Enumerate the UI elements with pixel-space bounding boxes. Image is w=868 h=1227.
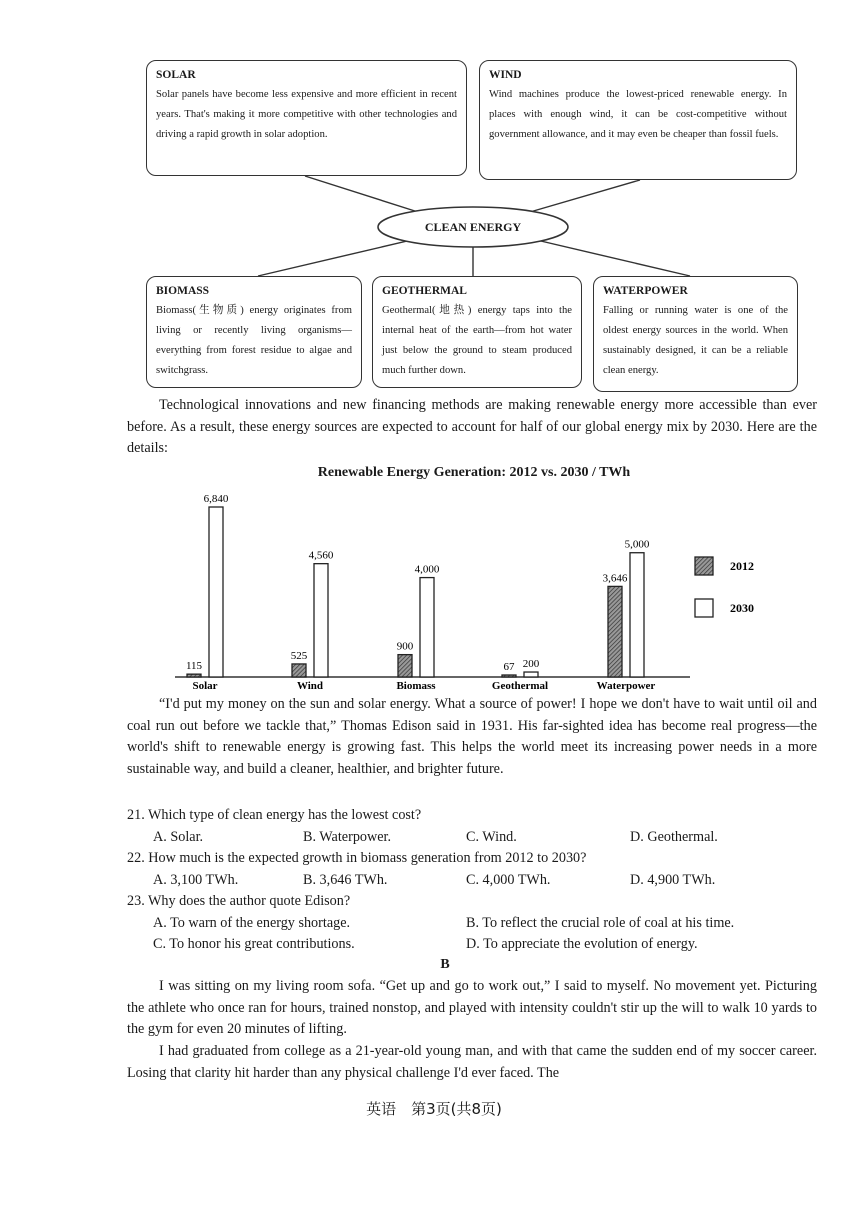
legend-label-2030: 2030 bbox=[730, 601, 754, 615]
bar-solar-2012 bbox=[187, 674, 201, 677]
value-label-waterpower-2012: 3,646 bbox=[602, 572, 628, 585]
section-b-paragraph-1: I was sitting on my living room sofa. “Get up and go to work out,” I said to myself. No movement yet. Picturing the athlete who once ran for hours, trained nonstop, and played with intensity couldn't stir up the will to walk 10 yards to the gym for even 20 minutes of lifting. bbox=[127, 978, 817, 1037]
value-label-geothermal-2030: 200 bbox=[522, 658, 540, 671]
bar-wind-2012 bbox=[292, 664, 306, 677]
intro-paragraph: Technological innovations and new financing methods are making renewable energy more accessible than ever before. As a result, these energy sources are expected to account for half of our global energy mix by 2030. Here are the details: bbox=[127, 397, 817, 456]
category-label-solar: Solar bbox=[192, 680, 218, 692]
q22-option-b: B. 3,646 TWh. bbox=[303, 872, 388, 888]
solar-box bbox=[146, 60, 467, 176]
waterpower-title: WATERPOWER bbox=[603, 285, 688, 297]
bar-geothermal-2012 bbox=[502, 675, 516, 677]
question-22: 22. How much is the expected growth in biomass generation from 2012 to 2030? bbox=[127, 850, 587, 866]
question-23: 23. Why does the author quote Edison? bbox=[127, 893, 351, 909]
page-footer: 英语 第3页(共8页) bbox=[366, 1100, 502, 1118]
value-label-wind-2030: 4,560 bbox=[308, 549, 334, 562]
biomass-box bbox=[146, 276, 362, 388]
q21-option-d: D. Geothermal. bbox=[630, 829, 718, 845]
bar-waterpower-2012 bbox=[608, 586, 622, 677]
wind-box bbox=[479, 60, 797, 180]
geothermal-title: GEOTHERMAL bbox=[382, 285, 467, 297]
geothermal-box bbox=[372, 276, 582, 388]
q23-option-b: B. To reflect the crucial role of coal at his time. bbox=[466, 915, 735, 931]
q22-option-c: C. 4,000 TWh. bbox=[466, 872, 551, 888]
waterpower-box bbox=[593, 276, 798, 392]
q22-option-d: D. 4,900 TWh. bbox=[630, 872, 716, 888]
category-label-geothermal: Geothermal bbox=[491, 680, 549, 692]
q21-option-c: C. Wind. bbox=[466, 829, 517, 845]
category-label-wind: Wind bbox=[296, 680, 324, 692]
bar-waterpower-2030 bbox=[630, 553, 644, 677]
section-b-heading: B bbox=[440, 957, 450, 972]
waterpower-text: Falling or running water is one of the oldest energy sources in the world. When sustainably designed, it can be a reliable clean energy. bbox=[603, 305, 788, 376]
q23-option-d: D. To appreciate the evolution of energy. bbox=[466, 936, 698, 952]
q22-option-a: A. 3,100 TWh. bbox=[153, 872, 239, 888]
bar-biomass-2012 bbox=[398, 655, 412, 677]
bar-biomass-2030 bbox=[420, 578, 434, 677]
value-label-waterpower-2030: 5,000 bbox=[624, 538, 650, 551]
section-b-paragraph-2: I had graduated from college as a 21-year-old young man, and with that came the sudden end of my soccer career. Losing that clarity hit harder than any physical challenge I'd ever faced. The bbox=[127, 1043, 817, 1081]
value-label-biomass-2030: 4,000 bbox=[414, 563, 440, 576]
legend-label-2012: 2012 bbox=[730, 559, 754, 573]
wind-text: Wind machines produce the lowest-priced renewable energy. In places with enough wind, it can be cost-competitive without government allowance, and it may even be cheaper than fossil fuels. bbox=[489, 89, 787, 140]
geothermal-text: Geothermal(地热) energy taps into the internal heat of the earth—from hot water just below the ground to steam produced much further down. bbox=[382, 305, 572, 376]
category-label-waterpower: Waterpower bbox=[596, 680, 656, 692]
legend-swatch-2012 bbox=[695, 557, 713, 575]
diagram-center-label: CLEAN ENERGY bbox=[424, 220, 522, 234]
q23-option-a: A. To warn of the energy shortage. bbox=[153, 915, 351, 931]
solar-text: Solar panels have become less expensive and more efficient in recent years. That's making it more competitive with other technologies and driving a rapid growth in solar adoption. bbox=[156, 89, 457, 140]
value-label-solar-2012: 115 bbox=[185, 660, 203, 673]
biomass-text: Biomass(生物质) energy originates from living or recently living organisms—everything from forest residue to algae and switchgrass. bbox=[156, 305, 352, 376]
energy-bar-chart bbox=[170, 484, 770, 694]
question-21: 21. Which type of clean energy has the lowest cost? bbox=[127, 807, 422, 823]
q23-option-c: C. To honor his great contributions. bbox=[153, 936, 355, 952]
chart-title: Renewable Energy Generation: 2012 vs. 2030 / TWh bbox=[317, 465, 631, 480]
q21-option-b: B. Waterpower. bbox=[303, 829, 392, 845]
category-label-biomass: Biomass bbox=[396, 680, 436, 692]
q21-option-a: A. Solar. bbox=[153, 829, 204, 845]
value-label-solar-2030: 6,840 bbox=[203, 493, 229, 505]
edison-paragraph: “I'd put my money on the sun and solar energy. What a source of power! I hope we don't have to wait until oil and coal run out before we tackle that,” Thomas Edison said in 1931. His far-sighted idea has become real progress—the world's shift to renewable energy is growing fast. This helps the world meet its increasing power needs in a more sustainable way, and build a cleaner, healthier, and brighter future. bbox=[127, 696, 817, 777]
value-label-wind-2012: 525 bbox=[290, 649, 308, 662]
value-label-biomass-2012: 900 bbox=[396, 640, 414, 653]
value-label-geothermal-2012: 67 bbox=[503, 661, 515, 673]
biomass-title: BIOMASS bbox=[156, 285, 210, 297]
legend-swatch-2030 bbox=[695, 599, 713, 617]
wind-title: WIND bbox=[489, 69, 522, 81]
bar-solar-2030 bbox=[209, 507, 223, 677]
bar-geothermal-2030 bbox=[524, 672, 538, 677]
bar-wind-2030 bbox=[314, 564, 328, 677]
solar-title: SOLAR bbox=[156, 69, 196, 81]
